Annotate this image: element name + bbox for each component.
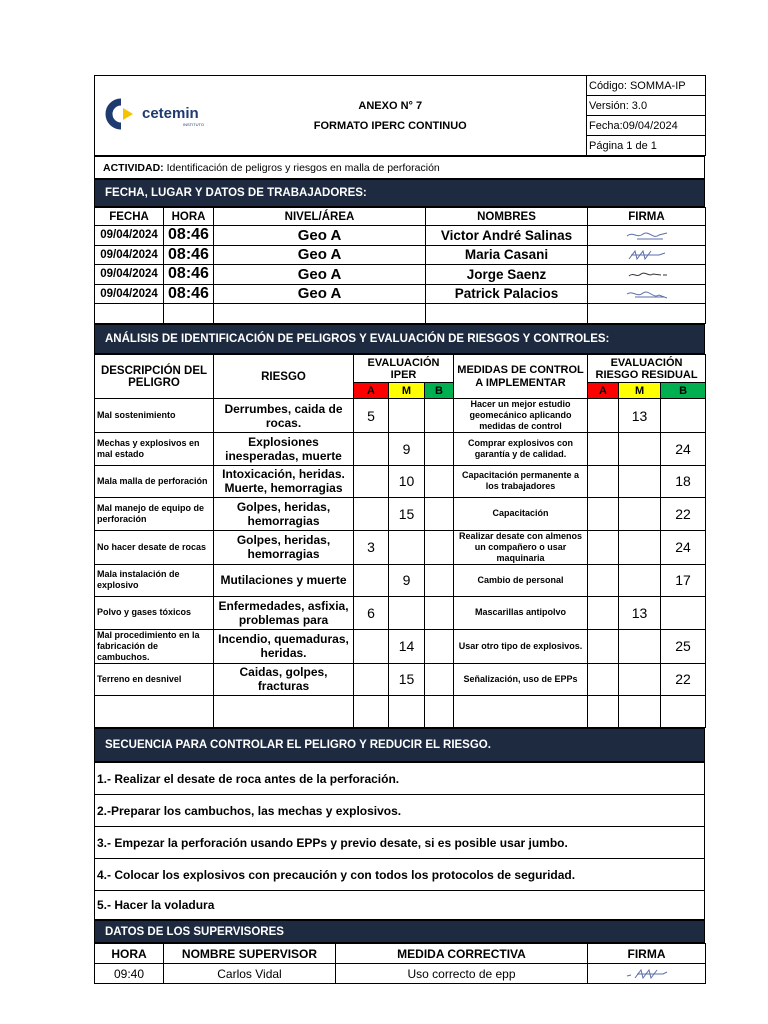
risk-res-m xyxy=(619,433,661,466)
risk-res-m xyxy=(619,530,661,564)
risk-band xyxy=(94,324,705,354)
risk-res-a xyxy=(588,399,619,433)
table-row xyxy=(95,265,706,285)
supervisors-section-title: DATOS DE LOS SUPERVISORES xyxy=(95,921,705,943)
risk-res-a xyxy=(588,465,619,498)
risk-peligro: Mala malla de perforación xyxy=(95,465,214,498)
risk-eval-b xyxy=(425,498,454,531)
sequence-section-title: SECUENCIA PARA CONTROLAR EL PELIGRO Y REDUCIR EL RIESGO. xyxy=(95,729,705,762)
table-row xyxy=(95,964,706,984)
col-m: M xyxy=(389,383,425,399)
risk-medida: Comprar explosivos con garantía y de calidad. xyxy=(454,433,588,466)
risk-table xyxy=(94,354,706,728)
risk-medida: Capacitación xyxy=(454,498,588,531)
table-row xyxy=(95,245,706,265)
risk-eval-b xyxy=(425,399,454,433)
risk-eval-a xyxy=(354,433,389,466)
risk-medida: Señalización, uso de EPPs xyxy=(454,663,588,696)
col-hora: HORA xyxy=(164,208,214,226)
table-row xyxy=(95,399,706,433)
risk-medida: Usar otro tipo de explosivos. xyxy=(454,629,588,663)
risk-medida: Capacitación permanente a los trabajadores xyxy=(454,465,588,498)
table-row-empty xyxy=(95,696,706,728)
risk-res-m xyxy=(619,465,661,498)
risk-eval-b xyxy=(425,597,454,630)
risk-res-b xyxy=(661,399,706,433)
risk-medida: Mascarillas antipolvo xyxy=(454,597,588,630)
worker-fecha: 09/04/2024 xyxy=(95,265,164,285)
actividad-value: Identificación de peligros y riesgos en malla de perforación xyxy=(166,161,440,174)
actividad-label: ACTIVIDAD: xyxy=(103,161,164,174)
worker-nivel: Geo A xyxy=(214,265,426,285)
table-row xyxy=(95,226,706,246)
risk-rows xyxy=(95,399,706,696)
risk-riesgo: Golpes, heridas, hemorragias xyxy=(214,498,354,531)
risk-eval-m: 9 xyxy=(389,433,425,466)
risk-res-b: 22 xyxy=(661,663,706,696)
risk-eval-a: 5 xyxy=(354,399,389,433)
risk-peligro: Mechas y explosivos en mal estado xyxy=(95,433,214,466)
risk-eval-a xyxy=(354,465,389,498)
risk-res-b: 25 xyxy=(661,629,706,663)
sequence-step: 2.-Preparar los cambuchos, las mechas y explosivos. xyxy=(95,795,705,827)
signature-image xyxy=(588,245,706,265)
sequence-band xyxy=(94,728,705,762)
supervisors-band xyxy=(94,920,705,943)
risk-peligro: No hacer desate de rocas xyxy=(95,530,214,564)
table-row xyxy=(95,629,706,663)
sequence-step: 3.- Empezar la perforación usando EPPs y previo desate, si es posible usar jumbo. xyxy=(95,827,705,859)
risk-peligro: Mala instalación de explosivo xyxy=(95,564,214,597)
worker-fecha: 09/04/2024 xyxy=(95,245,164,265)
col-sup-hora: HORA xyxy=(95,944,164,964)
risk-eval-b xyxy=(425,564,454,597)
sequence-step: 4.- Colocar los explosivos con precaución y con todos los protocolos de seguridad. xyxy=(95,859,705,891)
workers-table xyxy=(94,207,706,324)
risk-eval-b xyxy=(425,433,454,466)
cetemin-logo-icon xyxy=(97,94,217,134)
worker-nombre: Victor André Salinas xyxy=(426,226,588,246)
risk-res-b: 22 xyxy=(661,498,706,531)
col-descripcion: DESCRIPCIÓN DEL PELIGRO xyxy=(95,355,214,399)
pagina-cell: Página 1 de 1 xyxy=(587,136,706,156)
table-row xyxy=(95,564,706,597)
signature-image xyxy=(588,265,706,285)
worker-fecha: 09/04/2024 xyxy=(95,284,164,304)
col-evaluacion: EVALUACIÓN IPER xyxy=(354,355,454,383)
risk-eval-m: 9 xyxy=(389,564,425,597)
risk-res-m xyxy=(619,564,661,597)
form-title xyxy=(195,76,587,156)
risk-riesgo: Explosiones inesperadas, muerte xyxy=(214,433,354,466)
risk-riesgo: Derrumbes, caida de rocas. xyxy=(214,399,354,433)
risk-riesgo: Mutilaciones y muerte xyxy=(214,564,354,597)
supervisor-hora: 09:40 xyxy=(95,964,164,984)
worker-hora: 08:46 xyxy=(164,226,214,246)
risk-medida: Realizar desate con almenos un compañero o usar maquinaria xyxy=(454,530,588,564)
col-nivel: NIVEL/ÁREA xyxy=(214,208,426,226)
col-sup-firma: FIRMA xyxy=(588,944,706,964)
sequence-step: 1.- Realizar el desate de roca antes de la perforación. xyxy=(95,763,705,795)
table-row xyxy=(95,530,706,564)
risk-medida: Cambio de personal xyxy=(454,564,588,597)
risk-res-a xyxy=(588,530,619,564)
risk-eval-m: 15 xyxy=(389,498,425,531)
risk-peligro: Polvo y gases tóxicos xyxy=(95,597,214,630)
signature-image xyxy=(588,964,706,984)
col-sup-medida: MEDIDA CORRECTIVA xyxy=(336,944,588,964)
risk-eval-a xyxy=(354,498,389,531)
iperc-form xyxy=(94,75,705,984)
risk-riesgo: Intoxicación, heridas. Muerte, hemorragias xyxy=(214,465,354,498)
supervisors-table xyxy=(94,943,706,984)
col-res-b: B xyxy=(661,383,706,399)
worker-fecha: 09/04/2024 xyxy=(95,226,164,246)
signature-image xyxy=(588,284,706,304)
risk-res-m xyxy=(619,498,661,531)
risk-eval-a: 6 xyxy=(354,597,389,630)
risk-res-a xyxy=(588,597,619,630)
risk-res-m xyxy=(619,629,661,663)
worker-hora: 08:46 xyxy=(164,265,214,285)
risk-peligro: Mal sostenimiento xyxy=(95,399,214,433)
col-firma: FIRMA xyxy=(588,208,706,226)
workers-band xyxy=(94,179,705,207)
risk-res-b: 24 xyxy=(661,433,706,466)
col-fecha: FECHA xyxy=(95,208,164,226)
col-a: A xyxy=(354,383,389,399)
risk-res-a xyxy=(588,629,619,663)
fecha-cell: Fecha:09/04/2024 xyxy=(587,116,706,136)
worker-nivel: Geo A xyxy=(214,245,426,265)
workers-section-title: FECHA, LUGAR Y DATOS DE TRABAJADORES: xyxy=(95,180,705,207)
worker-nombre: Patrick Palacios xyxy=(426,284,588,304)
supervisor-nombre: Carlos Vidal xyxy=(164,964,336,984)
codigo-cell: Código: SOMMA-IP xyxy=(587,76,706,96)
table-row xyxy=(95,433,706,466)
risk-res-a xyxy=(588,564,619,597)
signature-image xyxy=(588,226,706,246)
worker-nombre: Jorge Saenz xyxy=(426,265,588,285)
risk-eval-b xyxy=(425,530,454,564)
risk-riesgo: Enfermedades, asfixia, problemas para xyxy=(214,597,354,630)
col-riesgo: RIESGO xyxy=(214,355,354,399)
risk-res-a xyxy=(588,498,619,531)
risk-eval-a: 3 xyxy=(354,530,389,564)
sequence-step: 5.- Hacer la voladura xyxy=(95,891,705,920)
risk-res-b: 17 xyxy=(661,564,706,597)
logo xyxy=(95,76,205,156)
risk-res-a xyxy=(588,433,619,466)
table-row xyxy=(95,663,706,696)
logo-subtext: INSTITUTO xyxy=(183,122,205,127)
table-row-empty xyxy=(95,304,706,324)
risk-eval-a xyxy=(354,564,389,597)
col-res-a: A xyxy=(588,383,619,399)
risk-peligro: Terreno en desnivel xyxy=(95,663,214,696)
risk-eval-b xyxy=(425,465,454,498)
worker-nivel: Geo A xyxy=(214,284,426,304)
col-sup-nombre: NOMBRE SUPERVISOR xyxy=(164,944,336,964)
worker-hora: 08:46 xyxy=(164,245,214,265)
supervisor-medida: Uso correcto de epp xyxy=(336,964,588,984)
col-residual: EVALUACIÓN RIESGO RESIDUAL xyxy=(588,355,706,383)
risk-res-b: 18 xyxy=(661,465,706,498)
risk-res-a xyxy=(588,663,619,696)
risk-peligro: Mal manejo de equipo de perforación xyxy=(95,498,214,531)
actividad-table xyxy=(94,156,705,179)
risk-eval-m: 10 xyxy=(389,465,425,498)
version-cell: Versión: 3.0 xyxy=(587,96,706,116)
col-res-m: M xyxy=(619,383,661,399)
risk-res-b: 24 xyxy=(661,530,706,564)
risk-eval-m xyxy=(389,399,425,433)
risk-res-m: 13 xyxy=(619,399,661,433)
risk-res-b xyxy=(661,597,706,630)
form-header xyxy=(94,75,706,156)
title-line-2: FORMATO IPERC CONTINUO xyxy=(313,119,467,132)
worker-nivel: Geo A xyxy=(214,226,426,246)
risk-eval-a xyxy=(354,629,389,663)
risk-eval-m xyxy=(389,597,425,630)
risk-riesgo: Golpes, heridas, hemorragias xyxy=(214,530,354,564)
risk-eval-m: 15 xyxy=(389,663,425,696)
table-row xyxy=(95,498,706,531)
worker-nombre: Maria Casani xyxy=(426,245,588,265)
col-medidas: MEDIDAS DE CONTROL A IMPLEMENTAR xyxy=(454,355,588,399)
risk-eval-b xyxy=(425,663,454,696)
actividad-row xyxy=(95,157,705,179)
risk-riesgo: Caidas, golpes, fracturas xyxy=(214,663,354,696)
risk-eval-m xyxy=(389,530,425,564)
logo-text: cetemin xyxy=(142,105,199,122)
table-row xyxy=(95,597,706,630)
risk-res-m: 13 xyxy=(619,597,661,630)
risk-eval-a xyxy=(354,663,389,696)
table-row xyxy=(95,284,706,304)
sequence-table xyxy=(94,762,705,920)
col-b: B xyxy=(425,383,454,399)
risk-eval-m: 14 xyxy=(389,629,425,663)
risk-eval-b xyxy=(425,629,454,663)
title-line-1: ANEXO N° 7 xyxy=(358,99,423,112)
risk-medida: Hacer un mejor estudio geomecánico aplicando medidas de control xyxy=(454,399,588,433)
risk-riesgo: Incendio, quemaduras, heridas. xyxy=(214,629,354,663)
risk-peligro: Mal procedimiento en la fabricación de cambuchos. xyxy=(95,629,214,663)
table-row xyxy=(95,465,706,498)
risk-section-title: ANÁLISIS DE IDENTIFICACIÓN DE PELIGROS Y EVALUACIÓN DE RIESGOS Y CONTROLES: xyxy=(95,325,705,354)
col-nombres: NOMBRES xyxy=(426,208,588,226)
worker-hora: 08:46 xyxy=(164,284,214,304)
risk-res-m xyxy=(619,663,661,696)
